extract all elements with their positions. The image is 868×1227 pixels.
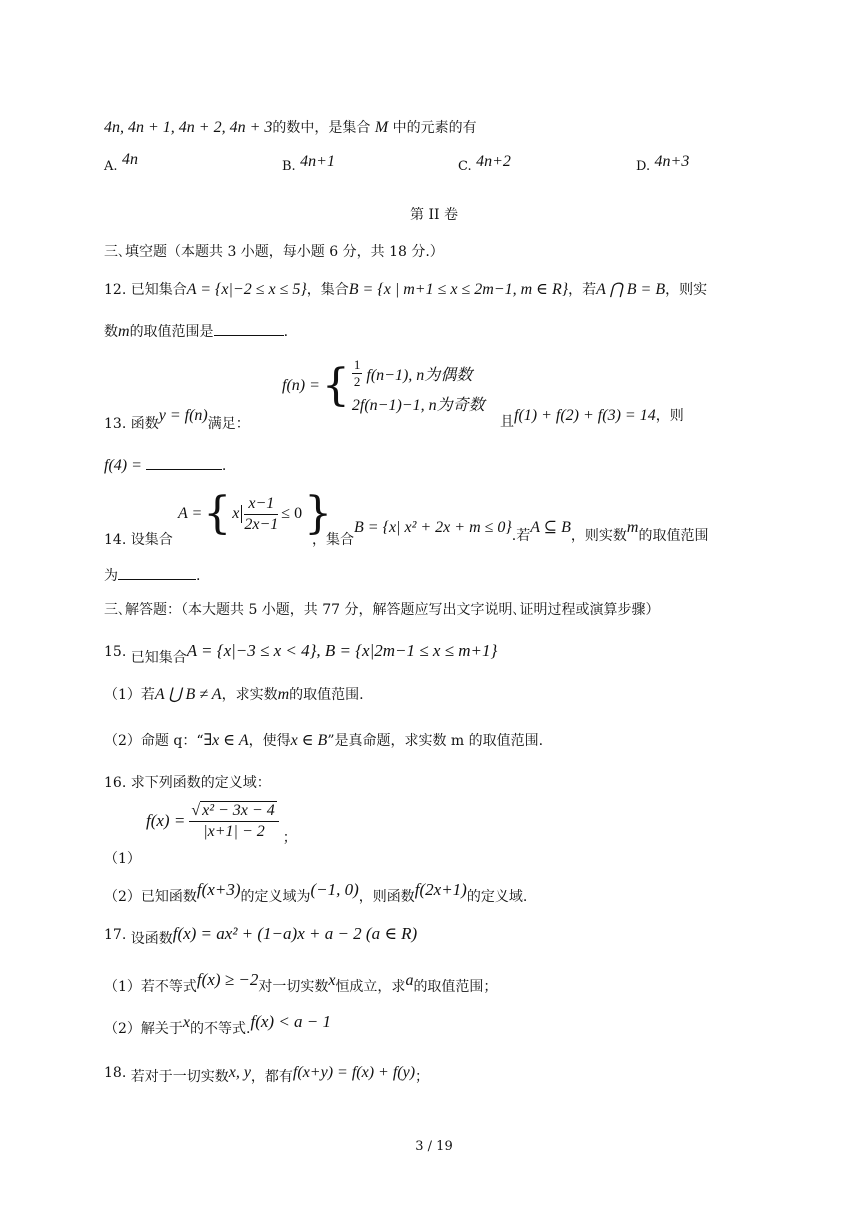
q12-set-a: A = {x|−2 ≤ x ≤ 5} [186, 281, 307, 298]
q17-text: （2）解关于 [104, 1021, 183, 1037]
q16-text: 的定义域为 [240, 889, 311, 905]
q14-answer-blank[interactable] [118, 565, 196, 580]
q16-p2-f1: f(x+3) [196, 880, 241, 899]
q15-line1 [104, 641, 498, 666]
q16-text: （2）已知函数 [104, 889, 197, 905]
q14-condition: A ⊆ B [530, 519, 571, 536]
q12-text: ，集合 [306, 282, 349, 298]
q17-text: 设函数 [130, 931, 173, 947]
q12-set-b: B = {x | m+1 ≤ x ≤ 2m−1, m ∈ R} [348, 281, 569, 298]
q15-text: ，使得 [248, 733, 291, 749]
q15-part2 [104, 730, 543, 750]
q13-text: 且 [500, 414, 514, 430]
right-brace-icon: } [304, 488, 333, 539]
q15-text: （2）命题 q：“ [104, 733, 204, 749]
option-letter: B. [282, 159, 296, 174]
q12-var-m: m [118, 323, 130, 340]
q16-part2 [104, 880, 528, 905]
q14-number: 14. [104, 532, 127, 548]
q11-stem-tail: 中的元素的有 [392, 120, 477, 136]
q12-line2 [104, 321, 288, 341]
option-letter: D. [636, 159, 651, 174]
q12-line1 [104, 279, 707, 299]
q17-number: 17. [104, 927, 127, 943]
q17-line1 [104, 924, 418, 947]
q11-stem-text: 的数中，是集合 [272, 120, 371, 136]
q16-part1-formula [146, 802, 297, 847]
q13-line2 [104, 453, 226, 475]
left-brace-icon: { [203, 488, 232, 539]
sqrt-icon: √ [191, 802, 201, 819]
q17-text: 的取值范围； [413, 979, 498, 995]
q16-p1-lhs: f(x) = [146, 811, 186, 831]
q14-fraction: $\frac{x-1}{2x-1}$ [244, 494, 279, 533]
q14-relation: ≤ 0 [281, 505, 303, 522]
q13-function: y = f(n) [158, 407, 208, 424]
q11-set-m: M [374, 119, 389, 136]
q14-var-m: m [626, 519, 639, 536]
q12-text: 数 [104, 324, 118, 340]
q15-text: 已知集合 [130, 650, 187, 666]
section-fill-blank-heading: 三､填空题（本题共 3 小题，每小题 6 分，共 18 分.） [104, 244, 444, 260]
q17-p1-var-a: a [405, 972, 414, 989]
q18-line1 [104, 1062, 430, 1085]
q16-text: 求下列函数的定义域： [130, 775, 271, 791]
q12-text: ，则实 [665, 282, 708, 298]
q17-function: f(x) = ax² + (1−a)x + a − 2 (a ∈ R) [172, 924, 418, 943]
option-value: 4n+2 [476, 153, 511, 170]
option-letter: A. [104, 159, 118, 174]
q14-text: ，则实数 [570, 528, 627, 544]
q12-answer-blank[interactable] [214, 321, 284, 336]
q17-text: 的不等式. [190, 1021, 251, 1037]
q13-text: 满足： [207, 416, 250, 432]
q18-number: 18. [104, 1065, 127, 1081]
q18-text: 若对于一切实数 [130, 1069, 229, 1085]
q14-text: ，集合 [312, 532, 354, 548]
q13-ask: f(4) = [104, 457, 142, 474]
q16-number: 16. [104, 775, 127, 791]
q16-text: 的定义域. [466, 889, 528, 905]
q15-p2-cond2: x ∈ B [290, 732, 328, 749]
q14-text: .若 [511, 528, 531, 544]
q16-p1-denominator: |x+1| − 2 [203, 822, 265, 840]
option-value: 4n+1 [300, 153, 335, 170]
q13-sum: f(1) + f(2) + f(3) = 14 [514, 407, 656, 424]
q16-p2-f2: f(2x+1) [414, 880, 467, 899]
q17-text: 对一切实数 [258, 979, 329, 995]
option-value: 4n+3 [654, 153, 690, 170]
q14-end: . [196, 568, 201, 584]
q14-set-a [178, 488, 333, 539]
q14-line1-rest [312, 517, 709, 548]
q17-p1-inequality: f(x) ≥ −2 [196, 970, 259, 989]
q13-end: . [221, 458, 227, 474]
q14-line1 [104, 529, 173, 549]
q13-case-even: f(n−1), n为偶数 [366, 367, 473, 385]
q16-p1-numerator: x² − 3x − 4 [202, 802, 275, 819]
q14-line2 [104, 565, 200, 585]
q11-option-b[interactable] [282, 153, 335, 175]
q14-text: 为 [104, 568, 118, 584]
q11-stem [104, 117, 477, 137]
q15-number: 15. [104, 644, 127, 660]
q16-line1 [104, 772, 271, 792]
q12-text: ，若 [568, 282, 597, 298]
q11-option-c[interactable] [458, 153, 511, 175]
q18-equation: f(x+y) = f(x) + f(y) [292, 1064, 416, 1081]
q13-condition [500, 405, 684, 430]
q14-var-x: x [232, 505, 242, 523]
q13-case-odd: 2f(n−1)−1, n为奇数 [351, 396, 485, 414]
q16-p2-domain: (−1, 0) [310, 880, 359, 899]
q15-part1 [104, 684, 364, 704]
q17-p1-var-x: x [328, 972, 336, 989]
option-letter: C. [458, 159, 472, 174]
option-value: 4n [121, 151, 138, 168]
q11-option-d[interactable] [636, 153, 690, 175]
q17-part1 [104, 970, 498, 995]
part2-title: 第 II 卷 [410, 207, 458, 223]
q16-p1-label: （1） [104, 851, 141, 867]
q11-stem-math: 4n, 4n + 1, 4n + 2, 4n + 3 [104, 119, 273, 136]
q17-p2-inequality: f(x) < a − 1 [250, 1012, 332, 1031]
q17-p2-var-x: x [182, 1014, 191, 1031]
q18-text: ； [415, 1069, 430, 1085]
q16-p1-end: ； [282, 830, 297, 847]
q14-text: 的取值范围 [638, 528, 709, 544]
q17-part2 [104, 1012, 332, 1037]
q15-text: ”是真命题，求实数 m 的取值范围. [327, 733, 544, 749]
q17-text: 恒成立，求 [335, 979, 406, 995]
q17-text: （1）若不等式 [104, 979, 197, 995]
q14-text: 设集合 [130, 532, 173, 548]
q13-answer-blank[interactable] [146, 453, 222, 470]
q13-text: 函数 [130, 416, 159, 432]
q13-lhs: f(n) = [282, 377, 320, 395]
q15-sets: A = {x|−3 ≤ x < 4}, B = {x|2m−1 ≤ x ≤ m+1} [186, 641, 498, 660]
q18-vars: x, y [228, 1064, 251, 1081]
q13-piecewise [282, 358, 485, 415]
q15-text: 的取值范围. [289, 687, 364, 703]
q13-line1 [104, 407, 250, 433]
q16-text: ，则函数 [358, 889, 415, 905]
q12-text: 的取值范围是 [129, 324, 214, 340]
q14-set-b: B = {x| x² + 2x + m ≤ 0} [354, 519, 512, 536]
q15-p1-condition: A ⋃ B ≠ A [154, 686, 222, 703]
q11-option-a[interactable] [104, 151, 138, 175]
q14-set-a-lhs: A = [178, 505, 203, 522]
q12-number: 12. [104, 282, 127, 298]
q16-p1-fraction [189, 802, 278, 840]
q12-text: 已知集合 [130, 282, 187, 298]
page-number: 3 / 19 [415, 1139, 453, 1154]
left-brace-icon: { [321, 360, 350, 412]
q13-coef-fraction: $\frac{1}{2}$ [353, 357, 361, 390]
section-solutions-heading: 三､解答题：（本大题共 5 小题，共 77 分，解答题应写出文字说明､证明过程或演算步骤） [104, 602, 660, 618]
q15-text: ，求实数 [221, 687, 278, 703]
q18-text: ，都有 [250, 1069, 293, 1085]
q12-end: . [283, 324, 289, 340]
q12-condition: A ⋂ B = B [596, 281, 666, 298]
q15-p2-cond1: ∃x ∈ A [203, 732, 249, 749]
q15-text: （1）若 [104, 687, 155, 703]
q13-number: 13. [104, 416, 127, 432]
q15-p1-var: m [277, 686, 290, 703]
q13-text: ，则 [655, 408, 684, 424]
